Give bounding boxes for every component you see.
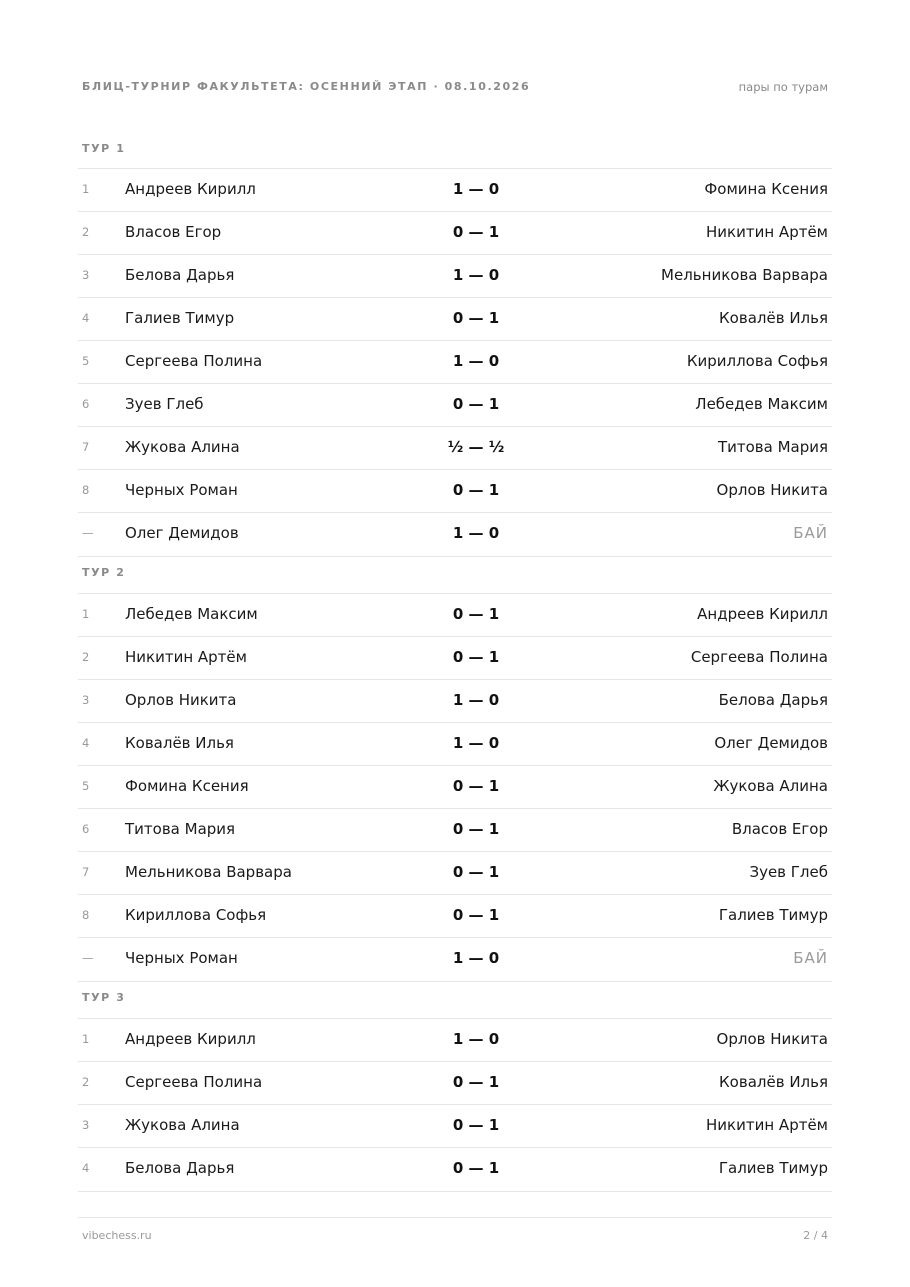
board-number: 1 [82,607,90,621]
board-number: 8 [82,483,90,497]
white-player: Мельникова Варвара [125,863,292,881]
board-number: 2 [82,650,90,664]
board-number: — [82,526,94,540]
bye-marker: БАЙ [793,524,828,542]
board-number: 5 [82,354,90,368]
game-result: 0 — 1 [452,863,500,881]
white-player: Олег Демидов [125,524,239,542]
black-player: Власов Егор [731,820,828,838]
white-player: Галиев Тимур [125,309,235,327]
white-player: Кириллова Софья [125,906,267,924]
black-player: Орлов Никита [716,1030,828,1048]
page-subtitle: пары по турам [738,80,828,94]
page-footer [78,1217,832,1242]
game-result: 1 — 0 [452,352,500,370]
pairing-row [78,722,832,766]
game-result: 0 — 1 [452,481,500,499]
page-header [82,80,828,98]
pairing-row [78,211,832,255]
black-player: Андреев Кирилл [697,605,828,623]
black-player: Галиев Тимур [718,906,828,924]
pairing-row [78,593,832,637]
pairing-row [78,894,832,938]
game-result: 1 — 0 [452,266,500,284]
pairing-row [78,512,832,557]
white-player: Фомина Ксения [125,777,249,795]
black-player: Никитин Артём [706,1116,828,1134]
black-player: Ковалёв Илья [719,309,828,327]
board-number: 3 [82,268,90,282]
board-number: 1 [82,182,90,196]
tournament-title: БЛИЦ-ТУРНИР ФАКУЛЬТЕТА: ОСЕННИЙ ЭТАП · 08.10.2026 [82,80,531,93]
board-number: 6 [82,397,90,411]
game-result: 0 — 1 [452,395,500,413]
pairing-row [78,1147,832,1192]
pairing-row [78,636,832,680]
white-player: Сергеева Полина [125,1073,263,1091]
pairing-row [78,1018,832,1062]
black-player: Орлов Никита [716,481,828,499]
game-result: ½ — ½ [447,438,505,456]
pairing-row [78,426,832,470]
pairing-row [78,808,832,852]
white-player: Никитин Артём [125,648,247,666]
white-player: Ковалёв Илья [125,734,234,752]
bye-marker: БАЙ [793,949,828,967]
pairing-row [78,168,832,212]
board-number: 8 [82,908,90,922]
black-player: Титова Мария [717,438,828,456]
game-result: 0 — 1 [452,1073,500,1091]
game-result: 1 — 0 [452,1030,500,1048]
pairing-row [78,1104,832,1148]
board-number: 7 [82,865,90,879]
pairing-row [78,469,832,513]
game-result: 1 — 0 [452,691,500,709]
black-player: Олег Демидов [714,734,828,752]
pairing-row [78,1061,832,1105]
game-result: 1 — 0 [452,524,500,542]
board-number: 6 [82,822,90,836]
pairing-row [78,937,832,982]
white-player: Власов Егор [125,223,222,241]
pairing-row [78,383,832,427]
board-number: 1 [82,1032,90,1046]
black-player: Белова Дарья [718,691,828,709]
white-player: Андреев Кирилл [125,180,256,198]
black-player: Сергеева Полина [690,648,828,666]
game-result: 0 — 1 [452,906,500,924]
pairing-row [78,851,832,895]
black-player: Зуев Глеб [749,863,828,881]
game-result: 0 — 1 [452,1116,500,1134]
game-result: 0 — 1 [452,820,500,838]
white-player: Белова Дарья [125,1159,235,1177]
pairing-row [78,679,832,723]
round-label: ТУР 3 [82,991,126,1004]
board-number: 7 [82,440,90,454]
game-result: 0 — 1 [452,1159,500,1177]
game-result: 0 — 1 [452,777,500,795]
black-player: Жукова Алина [713,777,828,795]
black-player: Фомина Ксения [704,180,828,198]
black-player: Галиев Тимур [718,1159,828,1177]
game-result: 0 — 1 [452,605,500,623]
white-player: Лебедев Максим [125,605,258,623]
pairing-row [78,340,832,384]
board-number: 4 [82,311,90,325]
board-number: 2 [82,1075,90,1089]
game-result: 0 — 1 [452,223,500,241]
round-label: ТУР 1 [82,142,126,155]
white-player: Черных Роман [125,949,238,967]
white-player: Черных Роман [125,481,238,499]
board-number: 2 [82,225,90,239]
white-player: Белова Дарья [125,266,235,284]
board-number: — [82,951,94,965]
board-number: 3 [82,693,90,707]
game-result: 0 — 1 [452,648,500,666]
white-player: Жукова Алина [125,438,240,456]
white-player: Сергеева Полина [125,352,263,370]
white-player: Титова Мария [125,820,236,838]
page-number: 2 / 4 [803,1229,828,1242]
white-player: Андреев Кирилл [125,1030,256,1048]
black-player: Мельникова Варвара [661,266,828,284]
pairing-row [78,765,832,809]
board-number: 4 [82,1161,90,1175]
footer-site: vibechess.ru [82,1229,152,1242]
pairing-row [78,297,832,341]
black-player: Кириллова Софья [686,352,828,370]
game-result: 1 — 0 [452,949,500,967]
board-number: 5 [82,779,90,793]
board-number: 3 [82,1118,90,1132]
black-player: Никитин Артём [706,223,828,241]
black-player: Ковалёв Илья [719,1073,828,1091]
board-number: 4 [82,736,90,750]
pairing-row [78,254,832,298]
game-result: 1 — 0 [452,734,500,752]
round-label: ТУР 2 [82,566,126,579]
game-result: 1 — 0 [452,180,500,198]
black-player: Лебедев Максим [695,395,828,413]
game-result: 0 — 1 [452,309,500,327]
white-player: Зуев Глеб [125,395,204,413]
white-player: Жукова Алина [125,1116,240,1134]
white-player: Орлов Никита [125,691,237,709]
